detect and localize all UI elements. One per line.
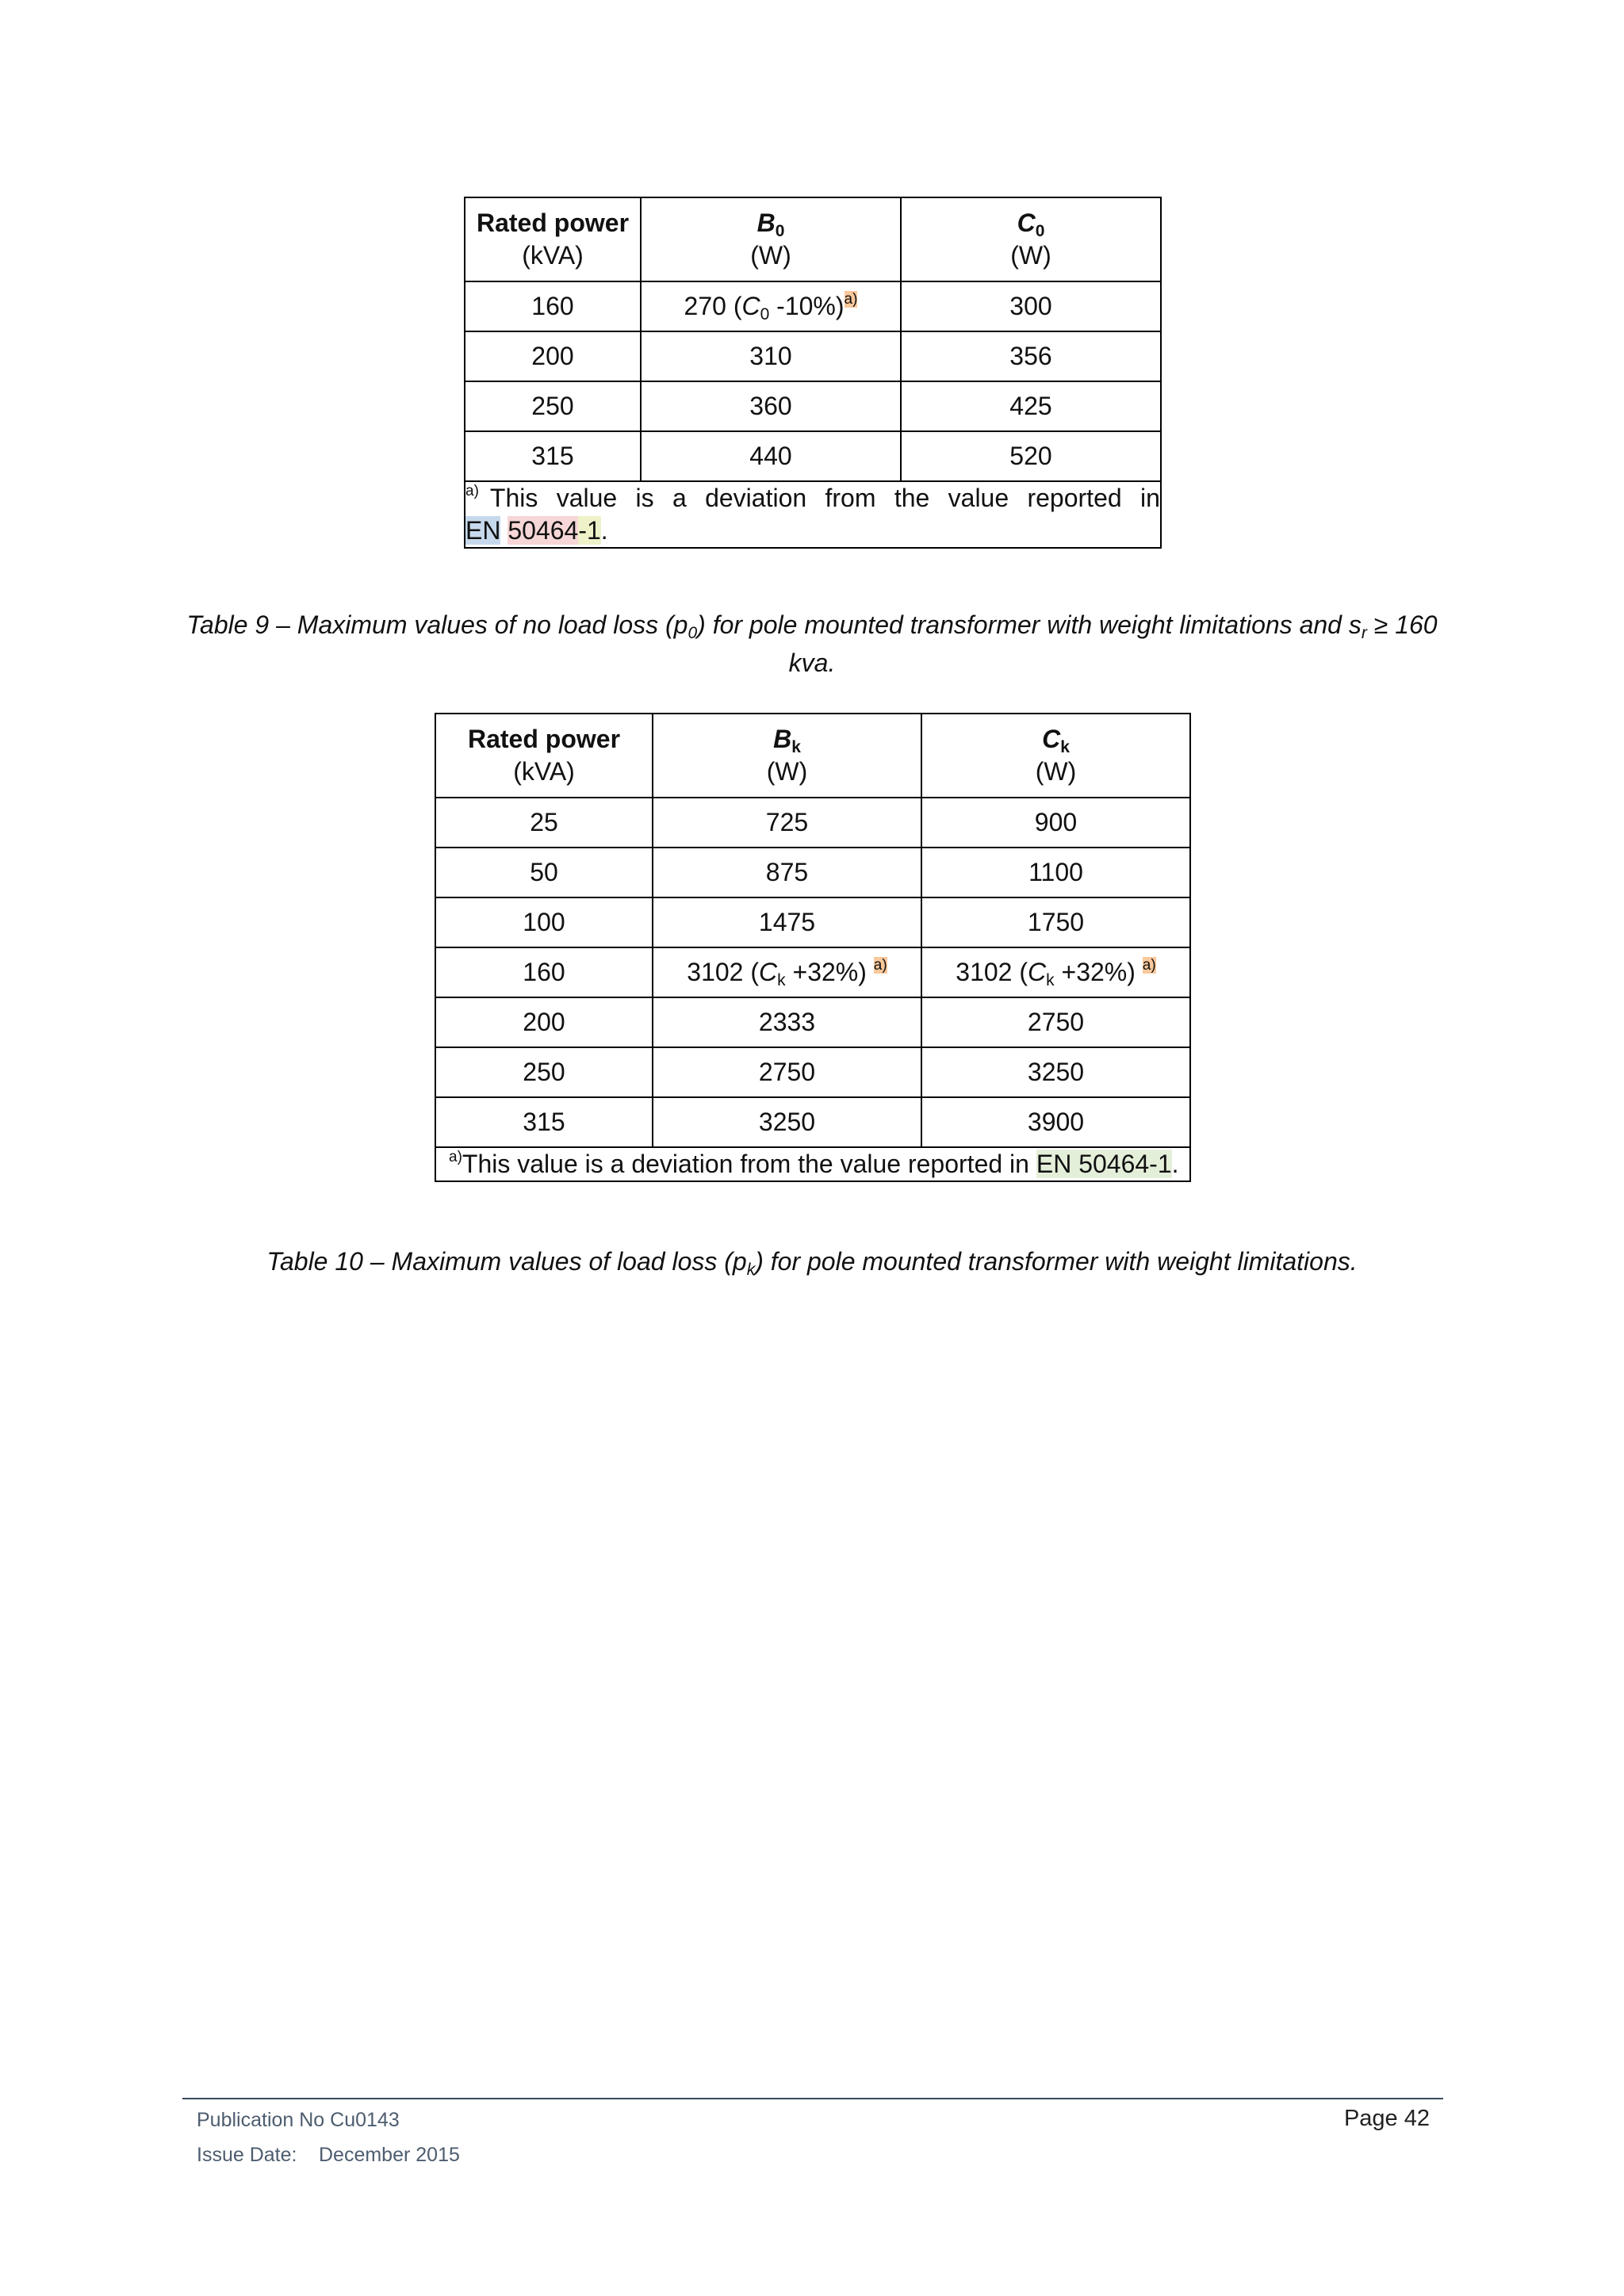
cell-bk: 2750 [653, 1047, 921, 1097]
table-9-caption [182, 606, 1442, 682]
cell-variable-sub: 0 [760, 305, 770, 323]
note-word: deviation [705, 484, 807, 512]
footer-divider [182, 2098, 1443, 2099]
note-word: in [1139, 484, 1160, 512]
cell-variable-sub: k [777, 971, 786, 989]
table-note [435, 1147, 1190, 1181]
cell-text: -10%) [769, 292, 845, 320]
footnote-marker: a) [844, 291, 858, 308]
table-9 [464, 197, 1162, 549]
cell-bk [653, 947, 921, 997]
table-row [435, 848, 1190, 897]
cell-variable: C [1028, 958, 1047, 986]
header-symbol-sub: 0 [775, 222, 785, 240]
cell-ck: 900 [921, 798, 1190, 848]
cell-c0: 300 [901, 281, 1161, 331]
footnote-marker: a) [1142, 957, 1156, 974]
cell-power: 100 [435, 897, 653, 947]
cell-c0: 425 [901, 381, 1161, 431]
note-word: a [672, 484, 687, 512]
cell-text: 3102 ( [687, 958, 760, 986]
table-row [465, 381, 1161, 431]
header-ck [921, 714, 1190, 798]
cell-variable-sub: k [1046, 971, 1055, 989]
table-header-row [435, 714, 1190, 798]
header-unit: (W) [750, 241, 791, 270]
cell-b0: 440 [641, 431, 901, 481]
note-word: value [556, 484, 618, 512]
cell-ck: 3250 [921, 1047, 1190, 1097]
cell-c0: 356 [901, 331, 1161, 381]
cell-power: 25 [435, 798, 653, 848]
header-unit: (W) [1035, 757, 1077, 786]
cell-c0: 520 [901, 431, 1161, 481]
note-word: reported [1027, 484, 1122, 512]
header-c0 [901, 197, 1161, 281]
note-word: from [825, 484, 876, 512]
publication-number: Publication No Cu0143 [197, 2109, 400, 2131]
cell-power: 160 [435, 947, 653, 997]
note-text: This value is a deviation from the value reported in [462, 1150, 1036, 1178]
table-10 [435, 713, 1191, 1182]
cell-ck [921, 947, 1190, 997]
note-word: is [635, 484, 654, 512]
caption-text: ≥ 160 kva. [788, 610, 1438, 677]
footnote-marker: a) [873, 957, 887, 974]
header-label: Rated power [476, 209, 630, 237]
cell-text: +32%) [1054, 958, 1143, 986]
caption-text: Table 9 – Maximum values of no load loss (p [186, 610, 688, 639]
caption-sub: k [746, 1261, 756, 1279]
cell-power: 200 [465, 331, 641, 381]
footnote-marker: a) [465, 483, 479, 499]
header-symbol-sub: k [791, 738, 801, 756]
cell-power: 250 [435, 1047, 653, 1097]
cell-bk: 2333 [653, 997, 921, 1047]
note-ref: EN 50464-1 [1036, 1150, 1172, 1178]
cell-ck: 3900 [921, 1097, 1190, 1147]
caption-text: Table 10 – Maximum values of load loss (p [266, 1247, 747, 1276]
cell-bk: 875 [653, 848, 921, 897]
header-b0 [641, 197, 901, 281]
table-note-row [465, 481, 1161, 548]
header-rated-power [435, 714, 653, 798]
note-text [490, 482, 1160, 515]
table-row [465, 431, 1161, 481]
note-line-1 [465, 482, 1160, 515]
header-symbol-sub: k [1060, 738, 1070, 756]
note-ref-number: 50464 [508, 516, 579, 545]
table-note-row [435, 1147, 1190, 1181]
cell-b0 [641, 281, 901, 331]
caption-text: ) for pole mounted transformer with weight limitations. [755, 1247, 1358, 1276]
note-ref-end: . [1171, 1150, 1179, 1178]
issue-date-label: Issue Date: [197, 2144, 297, 2166]
header-symbol: B [773, 725, 792, 753]
cell-ck: 1100 [921, 848, 1190, 897]
cell-power: 50 [435, 848, 653, 897]
table-row [435, 947, 1190, 997]
header-symbol-sub: 0 [1035, 222, 1045, 240]
footnote-marker: a) [449, 1149, 462, 1165]
cell-variable: C [759, 958, 778, 986]
cell-power: 315 [435, 1097, 653, 1147]
header-rated-power [465, 197, 641, 281]
note-word: value [948, 484, 1009, 512]
cell-power: 250 [465, 381, 641, 431]
table-header-row [465, 197, 1161, 281]
caption-sub: r [1361, 624, 1367, 642]
note-ref-part: -1 [578, 516, 601, 545]
table-row [435, 897, 1190, 947]
table-row [435, 1047, 1190, 1097]
header-unit: (kVA) [522, 241, 584, 270]
note-word: This [489, 484, 538, 512]
note-ref-en: EN [465, 516, 501, 545]
header-unit: (kVA) [513, 757, 575, 786]
table-10-caption [182, 1242, 1442, 1280]
header-unit: (W) [766, 757, 808, 786]
header-symbol: C [1017, 209, 1036, 237]
page-number: Page 42 [1343, 2106, 1430, 2131]
cell-b0: 360 [641, 381, 901, 431]
header-symbol: B [756, 209, 776, 237]
cell-ck: 1750 [921, 897, 1190, 947]
table-note [465, 481, 1161, 548]
cell-ck: 2750 [921, 997, 1190, 1047]
note-word: the [894, 484, 930, 512]
note-line-2 [465, 515, 1160, 547]
cell-b0: 310 [641, 331, 901, 381]
cell-bk: 3250 [653, 1097, 921, 1147]
header-symbol: C [1042, 725, 1061, 753]
note-ref-end: . [600, 516, 608, 545]
cell-power: 200 [435, 997, 653, 1047]
cell-text: +32%) [785, 958, 874, 986]
table-row [435, 997, 1190, 1047]
cell-power: 315 [465, 431, 641, 481]
cell-bk: 1475 [653, 897, 921, 947]
table-row [465, 281, 1161, 331]
caption-text: ) for pole mounted transformer with weight limitations and s [697, 610, 1362, 639]
cell-variable: C [741, 292, 760, 320]
header-label: Rated power [467, 725, 621, 753]
table-row [435, 798, 1190, 848]
cell-power: 160 [465, 281, 641, 331]
header-unit: (W) [1010, 241, 1051, 270]
caption-sub: 0 [688, 624, 698, 642]
cell-text: 270 ( [684, 292, 742, 320]
table-row [465, 331, 1161, 381]
cell-bk: 725 [653, 798, 921, 848]
table-row [435, 1097, 1190, 1147]
cell-text: 3102 ( [956, 958, 1028, 986]
issue-date: December 2015 [319, 2144, 460, 2166]
header-bk [653, 714, 921, 798]
